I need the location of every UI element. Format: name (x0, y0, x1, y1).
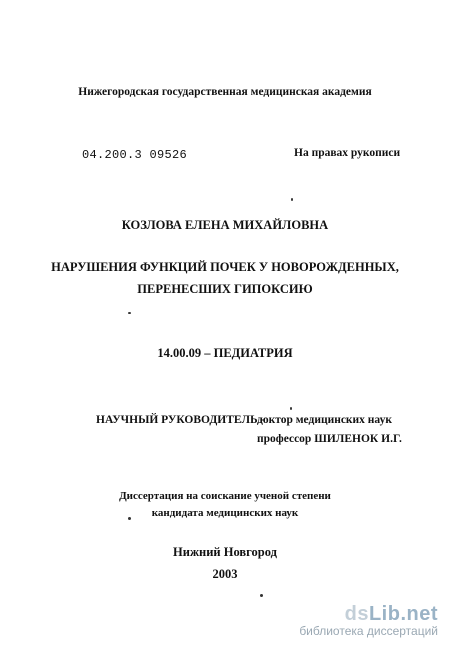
author-name: КОЗЛОВА ЕЛЕНА МИХАЙЛОВНА (121, 218, 329, 232)
scan-speck (128, 517, 131, 520)
supervisor-label: НАУЧНЫЙ РУКОВОДИТЕЛЬ - (96, 414, 265, 426)
degree-line2: кандидата медицинских наук (151, 507, 299, 519)
scan-speck (260, 594, 263, 597)
scan-speck (128, 312, 131, 314)
specialty-code: 14.00.09 – ПЕДИАТРИЯ (157, 346, 293, 360)
watermark-logo: dsLib.net (344, 603, 438, 625)
thesis-title-line2: ПЕРЕНЕСШИХ ГИПОКСИЮ (137, 282, 313, 296)
degree-line1: Диссертация на соискание ученой степени (119, 490, 331, 502)
city: Нижний Новгород (173, 545, 277, 559)
thesis-title-line1: НАРУШЕНИЯ ФУНКЦИЙ ПОЧЕК У НОВОРОЖДЕННЫХ, (51, 260, 399, 274)
institution-name: Нижегородская государственная медицинская академия (78, 86, 372, 98)
manuscript-rights-note: На правах рукописи (294, 147, 401, 159)
scan-speck (291, 198, 293, 201)
watermark-subtitle: библиотека диссертаций (299, 624, 438, 638)
dslib-watermark (299, 603, 438, 638)
supervisor-degree: доктор медицинских наук (257, 414, 392, 426)
archive-code: 04.200.3 09526 (82, 148, 188, 162)
year: 2003 (212, 567, 238, 581)
supervisor-name: профессор ШИЛЕНОК И.Г. (257, 433, 402, 445)
scan-speck (290, 407, 292, 410)
